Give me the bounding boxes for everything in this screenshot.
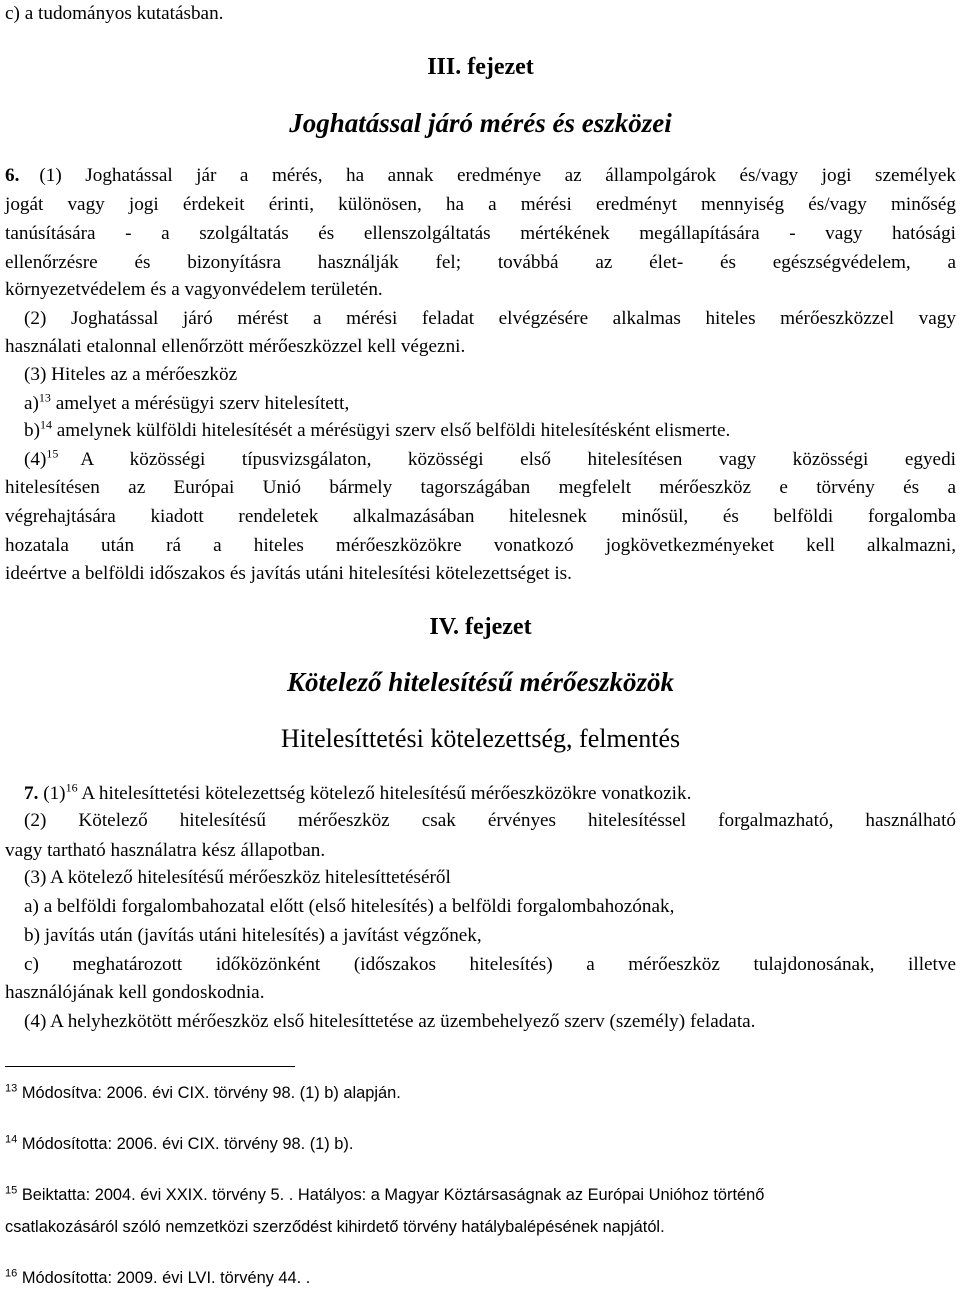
section-6-para-2-line-1: (2) Joghatással járó mérést a mérési feladat elvégzésére alkalmas hiteles mérőeszközzel vagy [24,308,956,329]
section-7-para-4: (4) A helyhezkötött mérőeszköz első hitelesíttetése az üzembehelyező szerv (személy) feladata. [24,1011,756,1032]
chapter-3-title: Joghatással járó mérés és eszközei [289,108,672,138]
section-6-para-4-line-5: ideértve a belföldi időszakos és javítás utáni hitelesítési kötelezettséget is. [5,563,572,584]
section-7-para-2-line-1: (2) Kötelező hitelesítésű mérőeszköz csak érvényes hitelesítéssel forgalmazható, használható [24,810,956,831]
section-6-para-3-item-b [24,419,956,443]
para-text: (1) Joghatással jár a mérés, ha annak eredménye az állampolgárok és/vagy jogi személyek [39,165,956,186]
section-6-para-2-line-2: használati etalonnal ellenőrzött mérőeszközzel kell végezni. [5,336,466,357]
section-6-para-1-line-3: tanúsítására - a szolgáltatás és ellenszolgáltatás mértékének megállapítására - vagy hatósági [5,223,956,244]
chapter-3-heading: III. fejezet [427,54,534,80]
footnote-text: Beiktatta: 2004. évi XXIX. törvény 5. . Hatályos: a Magyar Köztársaságnak az Európai Unióhoz történő [21,1186,765,1204]
footnote-separator [5,1066,295,1067]
section-6-para-4-line-3: végrehajtására kiadott rendeletek alkalmazásában hitelesnek minősül, és belföldi forgalomba [5,506,956,527]
para-marker: (4) [24,449,47,470]
section-7-para-3-item-a: a) a belföldi forgalombahozatal előtt (első hitelesítés) a belföldi forgalombahozónak, [24,896,675,917]
footnote-14 [5,1133,952,1155]
footnote-number: 16 [5,1267,18,1280]
previous-item-line: c) a tudományos kutatásban. [5,3,224,24]
section-6-para-1-line-1 [5,164,956,188]
item-text: amelynek külföldi hitelesítését a mérésügyi szerv első belföldi hitelesítésként elismerte. [56,420,731,441]
section-7-para-2-line-2: vagy tartható használatra kész állapotban. [5,840,326,861]
section-7-para-3-line-1: (3) A kötelező hitelesítésű mérőeszköz hitelesíttetéséről [24,867,451,888]
section-7-para-3-item-c-line-2: használójának kell gondoskodnia. [5,982,265,1003]
footnote-16 [5,1267,952,1289]
section-6-para-1-line-4: ellenőrzésre és bizonyításra használják fel; továbbá az élet- és egészségvédelem, a [5,252,956,273]
section-number: 6. [5,165,20,186]
footnote-ref-15[interactable]: 15 [46,446,59,461]
footnote-number: 14 [5,1133,18,1146]
chapter-4-heading: IV. fejezet [429,614,532,640]
section-6-para-3-line-1: (3) Hiteles az a mérőeszköz [24,364,238,385]
section-7-para-1 [24,782,956,806]
section-6-para-3-item-a [24,392,956,416]
para-marker: (1) [43,783,66,804]
footnote-15-line-1 [5,1184,952,1206]
section-6-para-1-line-5: környezetvédelem és a vagyonvédelem területén. [5,279,383,300]
footnote-number: 13 [5,1082,18,1095]
section-number: 7. [24,783,39,804]
section-6-para-1-line-2: jogát vagy jogi érdekeit érinti, különösen, ha a mérési eredményt mennyiség és/vagy minőség [5,194,956,215]
section-7-para-3-item-b: b) javítás után (javítás utáni hitelesítés) a javítást végzőnek, [24,925,482,946]
footnote-15-line-2: csatlakozásáról szóló nemzetközi szerződést kihirdető törvény hatálybalépésének napjától. [5,1218,665,1236]
footnote-13 [5,1082,952,1104]
para-text: A közösségi típusvizsgálaton, közösségi első hitelesítésen vagy közösségi egyedi [80,449,956,470]
para-text: A hitelesíttetési kötelezettség kötelező hitelesítésű mérőeszközökre vonatkozik. [81,783,692,804]
item-marker: a) [24,393,39,414]
footnote-ref-16[interactable]: 16 [65,780,78,795]
chapter-4-subtitle: Hitelesíttetési kötelezettség, felmentés [280,724,681,753]
footnote-number: 15 [5,1184,18,1197]
section-6-para-4-line-4: hozatala után rá a hiteles mérőeszközökre vonatkozó jogkövetkezményeket kell alkalmazni, [5,535,956,556]
section-6-para-4-line-1 [24,448,956,472]
footnote-text: Módosítva: 2006. évi CIX. törvény 98. (1) b) alapján. [21,1084,401,1102]
footnote-text: Módosította: 2006. évi CIX. törvény 98. (1) b). [21,1135,354,1153]
footnote-ref-13[interactable]: 13 [38,390,51,405]
item-text: amelyet a mérésügyi szerv hitelesített, [55,393,350,414]
footnote-text: Módosította: 2009. évi LVI. törvény 44. . [21,1269,311,1287]
section-6-para-4-line-2: hitelesítésen az Európai Unió bármely tagországában megfelelt mérőeszköz e törvény és a [5,477,956,498]
item-marker: b) [24,420,40,441]
chapter-4-title: Kötelező hitelesítésű mérőeszközök [287,667,674,697]
section-7-para-3-item-c-line-1: c) meghatározott időközönként (időszakos hitelesítés) a mérőeszköz tulajdonosának, illetve [24,954,956,975]
footnote-ref-14[interactable]: 14 [39,417,52,432]
